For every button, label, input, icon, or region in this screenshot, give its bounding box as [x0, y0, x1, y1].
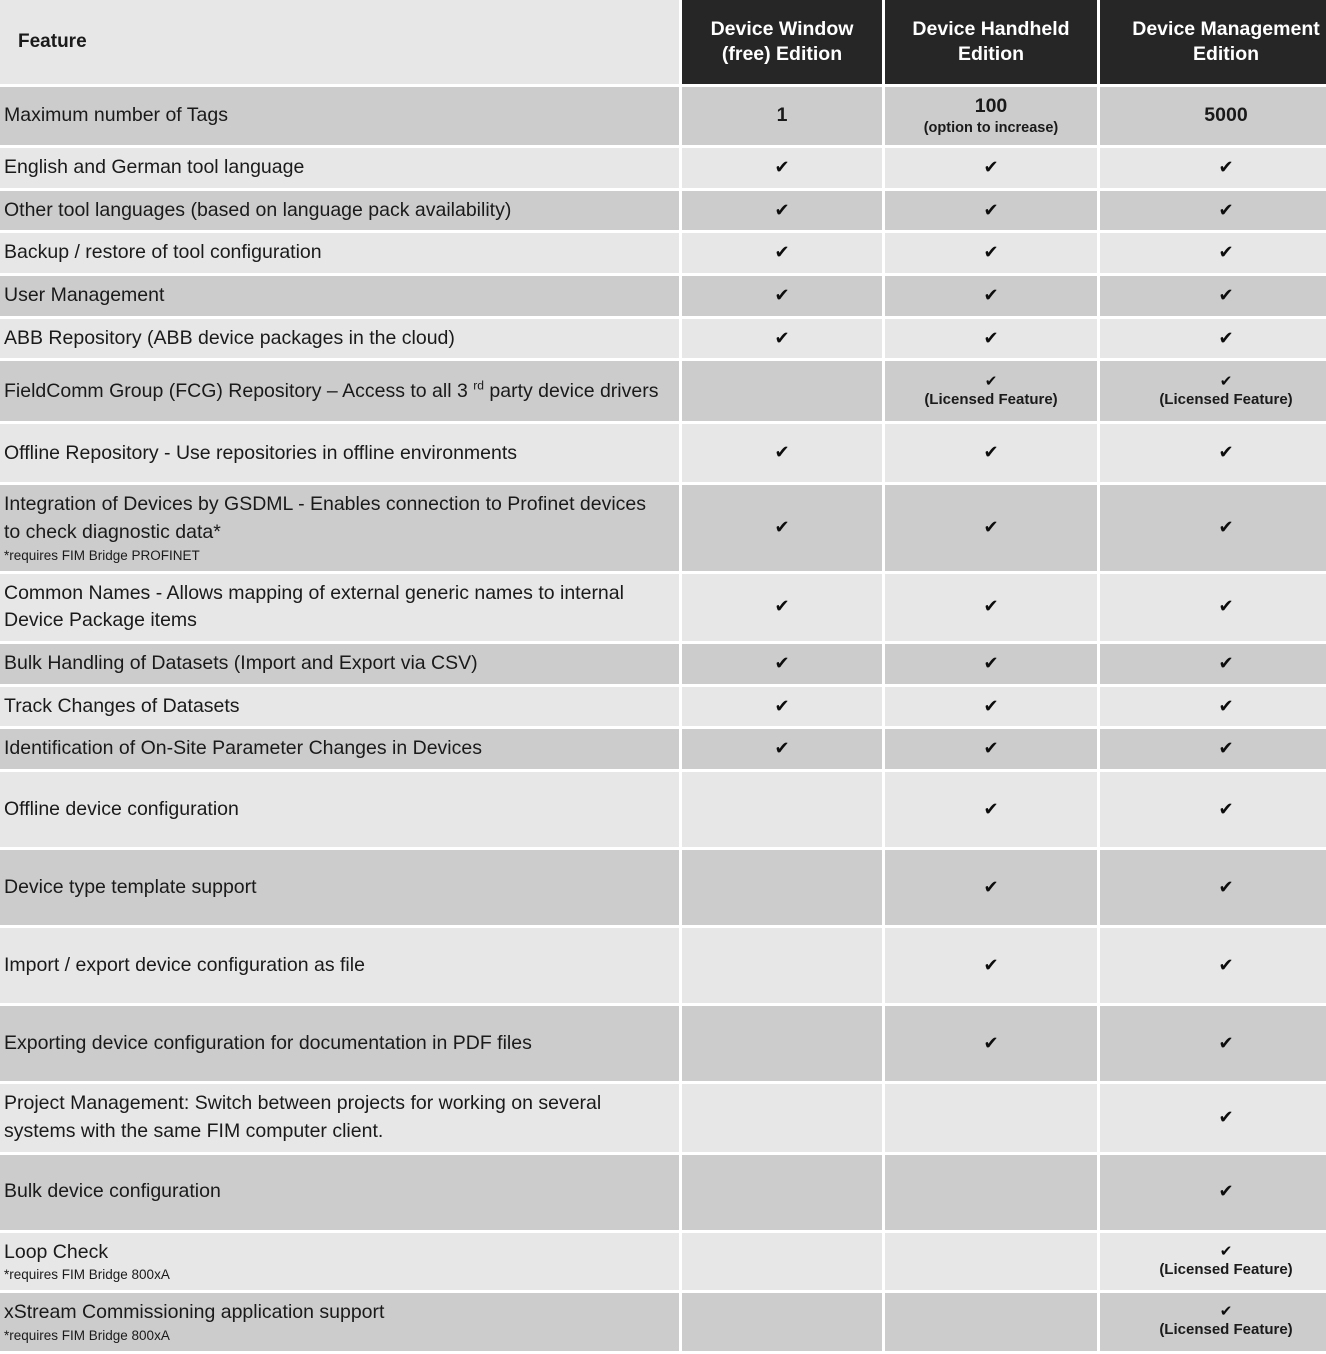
- cell-device-window-free-edition: [682, 772, 882, 847]
- cell-device-window-free-edition: [682, 233, 882, 273]
- checkmark-icon: ✔: [1218, 798, 1234, 820]
- checkmark-icon: ✔: [983, 798, 999, 820]
- cell-device-window-free-edition: [682, 424, 882, 482]
- cell-device-management-edition: [1100, 1233, 1326, 1291]
- feature-label-maximum-number-of-tags: [0, 87, 679, 145]
- checkmark-icon: ✔: [983, 652, 999, 674]
- table-row: [0, 1233, 1326, 1291]
- checkmark-icon: ✔: [1219, 371, 1233, 390]
- checkmark-icon: ✔: [983, 1032, 999, 1054]
- table-row: [0, 729, 1326, 769]
- checkmark-icon: ✔: [983, 517, 999, 539]
- checkmark-icon: ✔: [983, 876, 999, 898]
- cell-device-window-free-edition: [682, 1155, 882, 1230]
- feature-label-english-and-german-tool-language: [0, 148, 679, 188]
- checkmark-icon: ✔: [1218, 1181, 1234, 1202]
- cell-device-handheld-edition: [885, 233, 1097, 273]
- checkmark-icon: ✔: [1219, 1241, 1233, 1260]
- feature-name: Offline device configuration: [4, 797, 239, 820]
- cell-device-window-free-edition: [682, 361, 882, 421]
- feature-label-loop-check: [0, 1233, 679, 1291]
- table-row: [0, 644, 1326, 684]
- checkmark-icon: ✔: [983, 156, 999, 178]
- cell-device-window-free-edition: [682, 644, 882, 684]
- feature-name: ABB Repository (ABB device packages in the cloud): [4, 326, 455, 349]
- feature-name: Bulk Handling of Datasets (Import and Export via CSV): [4, 652, 478, 675]
- checkmark-icon: ✔: [774, 442, 790, 464]
- table-row: [0, 319, 1326, 359]
- feature-label-offline-repository-use-repositories-in-offline: [0, 424, 679, 482]
- cell-device-window-free-edition: [682, 574, 882, 641]
- checkmark-icon: ✔: [1218, 652, 1234, 674]
- checkmark-icon: ✔: [984, 371, 998, 390]
- cell-device-window-free-edition: [682, 276, 882, 316]
- feature-name: Device type template support: [4, 875, 257, 898]
- cell-device-management-edition: [1100, 148, 1326, 188]
- checkmark-icon: ✔: [983, 284, 999, 306]
- value-note: (option to increase): [923, 120, 1059, 136]
- value-empty: [688, 1192, 876, 1193]
- cell-device-management-edition: [1100, 644, 1326, 684]
- cell-device-window-free-edition: [682, 148, 882, 188]
- cell-device-handheld-edition: [885, 191, 1097, 231]
- cell-device-management-edition: [1100, 928, 1326, 1003]
- cell-device-window-free-edition: [682, 1293, 882, 1351]
- feature-name: User Management: [4, 284, 165, 307]
- cell-device-handheld-edition: [885, 148, 1097, 188]
- cell-device-handheld-edition: [885, 850, 1097, 925]
- feature-name: Other tool languages (based on language pack availability): [4, 198, 512, 221]
- cell-device-handheld-edition: [885, 1084, 1097, 1151]
- feature-label-xstream-commissioning-application-support: [0, 1293, 679, 1351]
- cell-device-handheld-edition: [885, 424, 1097, 482]
- column-header-device-handheld-edition: [885, 0, 1097, 84]
- checkmark-icon: ✔: [1218, 284, 1234, 306]
- column-header-device-window-free-edition: [682, 0, 882, 84]
- checkmark-icon: ✔: [1218, 199, 1234, 221]
- column-header-line-2: Edition: [1192, 43, 1260, 65]
- feature-label-offline-device-configuration: [0, 772, 679, 847]
- checkmark-icon: ✔: [1218, 954, 1234, 976]
- value-text: 5000: [1204, 104, 1248, 127]
- table-row: [0, 191, 1326, 231]
- feature-label-backup-restore-of-tool-configuration: [0, 233, 679, 273]
- feature-name: Bulk device configuration: [4, 1180, 221, 1203]
- feature-label-common-names-allows-mapping-of-external-generi: [0, 574, 679, 641]
- cell-device-management-edition: [1100, 1155, 1326, 1230]
- checkmark-icon: ✔: [983, 954, 999, 976]
- table-row: [0, 361, 1326, 421]
- feature-name: Project Management: Switch between projects for working on several systems with the same FIM computer client.: [4, 1092, 602, 1142]
- feature-footnote: *requires FIM Bridge PROFINET: [4, 547, 200, 563]
- checkmark-icon: ✔: [983, 242, 999, 264]
- value-empty: [688, 1117, 876, 1118]
- checkmark-icon: ✔: [1219, 1302, 1233, 1321]
- checkmark-icon: ✔: [983, 695, 999, 717]
- cell-device-management-edition: [1100, 276, 1326, 316]
- cell-device-management-edition: [1100, 319, 1326, 359]
- feature-label-abb-repository-abb-device-packages-in-the-clou: [0, 319, 679, 359]
- cell-device-management-edition: [1100, 687, 1326, 727]
- checkmark-icon: ✔: [774, 596, 790, 618]
- value-empty: [688, 887, 876, 888]
- value-empty: [688, 1043, 876, 1044]
- cell-device-window-free-edition: [682, 191, 882, 231]
- cell-device-management-edition: [1100, 772, 1326, 847]
- table-row: [0, 485, 1326, 570]
- cell-device-handheld-edition: [885, 729, 1097, 769]
- feature-name: Maximum number of Tags: [4, 104, 228, 127]
- table-row: [0, 928, 1326, 1003]
- table-row: [0, 233, 1326, 273]
- cell-device-management-edition: [1100, 574, 1326, 641]
- checkmark-icon: ✔: [1218, 156, 1234, 178]
- cell-device-management-edition: [1100, 233, 1326, 273]
- table-header: [0, 0, 1326, 84]
- cell-device-handheld-edition: [885, 485, 1097, 570]
- cell-device-management-edition: [1100, 361, 1326, 421]
- table-row: [0, 772, 1326, 847]
- value-empty: [891, 1261, 1091, 1262]
- feature-label-device-type-template-support: [0, 850, 679, 925]
- feature-label-exporting-device-configuration-for-documentati: [0, 1006, 679, 1081]
- feature-label-import-export-device-configuration-as-file: [0, 928, 679, 1003]
- column-header-feature: Feature: [0, 0, 679, 84]
- cell-device-handheld-edition: [885, 574, 1097, 641]
- checkmark-icon: ✔: [1218, 327, 1234, 349]
- checkmark-icon: ✔: [774, 652, 790, 674]
- table-row: [0, 1293, 1326, 1351]
- value-empty: [688, 809, 876, 810]
- feature-label-identification-of-on-site-parameter-changes-in: [0, 729, 679, 769]
- cell-device-management-edition: [1100, 1084, 1326, 1151]
- ordinal-superscript: rd: [473, 378, 484, 393]
- feature-name: xStream Commissioning application support: [4, 1301, 385, 1324]
- checkmark-icon: ✔: [983, 596, 999, 618]
- cell-device-management-edition: [1100, 1006, 1326, 1081]
- value-text: 100: [974, 94, 1008, 117]
- feature-name: Exporting device configuration for documentation in PDF files: [4, 1031, 532, 1054]
- licensed-feature-note: (Licensed Feature): [924, 390, 1058, 408]
- checkmark-icon: ✔: [1218, 442, 1234, 464]
- value-empty: [891, 1192, 1091, 1193]
- checkmark-icon: ✔: [1218, 1106, 1234, 1128]
- feature-name: Integration of Devices by GSDML - Enables connection to Profinet devices to check diagnostic data*: [4, 493, 647, 544]
- licensed-feature-note: (Licensed Feature): [1159, 390, 1293, 408]
- cell-device-window-free-edition: [682, 319, 882, 359]
- checkmark-icon: ✔: [1218, 596, 1234, 618]
- feature-name: Track Changes of Datasets: [4, 694, 240, 717]
- checkmark-icon: ✔: [983, 327, 999, 349]
- feature-name: FieldComm Group (FCG) Repository – Access to all 3 $^{rd}$ party device drivers: [4, 378, 659, 402]
- checkmark-icon: ✔: [983, 738, 999, 760]
- cell-device-handheld-edition: [885, 1155, 1097, 1230]
- cell-device-management-edition: [1100, 191, 1326, 231]
- value-empty: [891, 1117, 1091, 1118]
- feature-footnote: *requires FIM Bridge 800xA: [4, 1327, 170, 1343]
- cell-device-window-free-edition: [682, 850, 882, 925]
- column-header-line-1: Device Management: [1132, 18, 1320, 41]
- feature-label-fieldcomm-group-fcg-repository-access-to-all-3: [0, 361, 679, 421]
- feature-label-user-management: [0, 276, 679, 316]
- checkmark-icon: ✔: [1218, 695, 1234, 717]
- cell-device-handheld-edition: [885, 319, 1097, 359]
- cell-device-handheld-edition: [885, 644, 1097, 684]
- table-row: [0, 148, 1326, 188]
- cell-device-handheld-edition: [885, 87, 1097, 145]
- value-empty: [688, 391, 876, 392]
- cell-device-window-free-edition: [682, 1084, 882, 1151]
- cell-device-management-edition: [1100, 424, 1326, 482]
- checkmark-icon: ✔: [774, 242, 790, 264]
- checkmark-icon: ✔: [774, 156, 790, 178]
- column-header-line-1: Device Handheld: [912, 18, 1070, 41]
- feature-name: English and German tool language: [4, 156, 305, 178]
- cell-device-handheld-edition: [885, 1233, 1097, 1291]
- column-header-line-2: Edition: [957, 43, 1025, 65]
- cell-device-window-free-edition: [682, 687, 882, 727]
- feature-label-other-tool-languages-based-on-language-pack-av: [0, 191, 679, 231]
- licensed-feature-note: (Licensed Feature): [1159, 1260, 1293, 1278]
- table-body: [0, 87, 1326, 1351]
- feature-name: Offline Repository - Use repositories in offline environments: [4, 441, 518, 464]
- cell-device-window-free-edition: [682, 87, 882, 145]
- cell-device-management-edition: [1100, 485, 1326, 570]
- cell-device-handheld-edition: [885, 928, 1097, 1003]
- feature-name: Loop Check: [4, 1240, 109, 1263]
- cell-device-window-free-edition: [682, 928, 882, 1003]
- table-row: [0, 850, 1326, 925]
- column-header-line-2: (free) Edition: [721, 43, 843, 65]
- value-empty: [688, 1321, 876, 1322]
- checkmark-icon: ✔: [983, 442, 999, 464]
- cell-device-management-edition: [1100, 87, 1326, 145]
- feature-label-project-management-switch-between-projects-for: [0, 1084, 679, 1151]
- feature-label-bulk-device-configuration: [0, 1155, 679, 1230]
- column-header-line-1: Device Window: [710, 18, 854, 41]
- column-header-device-management-edition: [1100, 0, 1326, 84]
- checkmark-icon: ✔: [774, 327, 790, 349]
- cell-device-management-edition: [1100, 729, 1326, 769]
- table-row: [0, 87, 1326, 145]
- cell-device-window-free-edition: [682, 485, 882, 570]
- cell-device-handheld-edition: [885, 1006, 1097, 1081]
- cell-device-management-edition: [1100, 850, 1326, 925]
- cell-device-handheld-edition: [885, 687, 1097, 727]
- feature-name: Common Names - Allows mapping of external generic names to internal Device Package items: [4, 581, 624, 632]
- feature-name: Identification of On-Site Parameter Changes in Devices: [4, 737, 482, 760]
- cell-device-handheld-edition: [885, 1293, 1097, 1351]
- header-row: [0, 0, 1326, 84]
- cell-device-management-edition: [1100, 1293, 1326, 1351]
- feature-label-integration-of-devices-by-gsdml-enables-connec: [0, 485, 679, 570]
- table-row: [0, 1006, 1326, 1081]
- cell-device-window-free-edition: [682, 729, 882, 769]
- checkmark-icon: ✔: [774, 284, 790, 306]
- feature-name: Import / export device configuration as file: [4, 953, 365, 976]
- checkmark-icon: ✔: [1218, 738, 1234, 760]
- value-empty: [688, 1261, 876, 1262]
- checkmark-icon: ✔: [983, 199, 999, 221]
- value-empty: [891, 1321, 1091, 1322]
- cell-device-handheld-edition: [885, 772, 1097, 847]
- checkmark-icon: ✔: [774, 517, 790, 539]
- checkmark-icon: ✔: [1218, 242, 1234, 264]
- checkmark-icon: ✔: [774, 695, 790, 717]
- value-empty: [688, 965, 876, 966]
- checkmark-icon: ✔: [774, 738, 790, 760]
- feature-label-track-changes-of-datasets: [0, 687, 679, 727]
- checkmark-icon: ✔: [1218, 876, 1234, 898]
- table-row: [0, 1155, 1326, 1230]
- value-text: 1: [776, 104, 788, 127]
- table-row: [0, 276, 1326, 316]
- feature-name: Backup / restore of tool configuration: [4, 241, 322, 264]
- cell-device-handheld-edition: [885, 276, 1097, 316]
- table-row: [0, 424, 1326, 482]
- cell-device-window-free-edition: [682, 1233, 882, 1291]
- checkmark-icon: ✔: [1218, 517, 1234, 539]
- table-row: [0, 574, 1326, 641]
- cell-device-handheld-edition: [885, 361, 1097, 421]
- checkmark-icon: ✔: [774, 199, 790, 221]
- feature-footnote: *requires FIM Bridge 800xA: [4, 1267, 170, 1283]
- table-row: [0, 687, 1326, 727]
- feature-label-bulk-handling-of-datasets-import-and-export-vi: [0, 644, 679, 684]
- licensed-feature-note: (Licensed Feature): [1159, 1321, 1293, 1339]
- cell-device-window-free-edition: [682, 1006, 882, 1081]
- checkmark-icon: ✔: [1218, 1032, 1234, 1054]
- table-row: [0, 1084, 1326, 1151]
